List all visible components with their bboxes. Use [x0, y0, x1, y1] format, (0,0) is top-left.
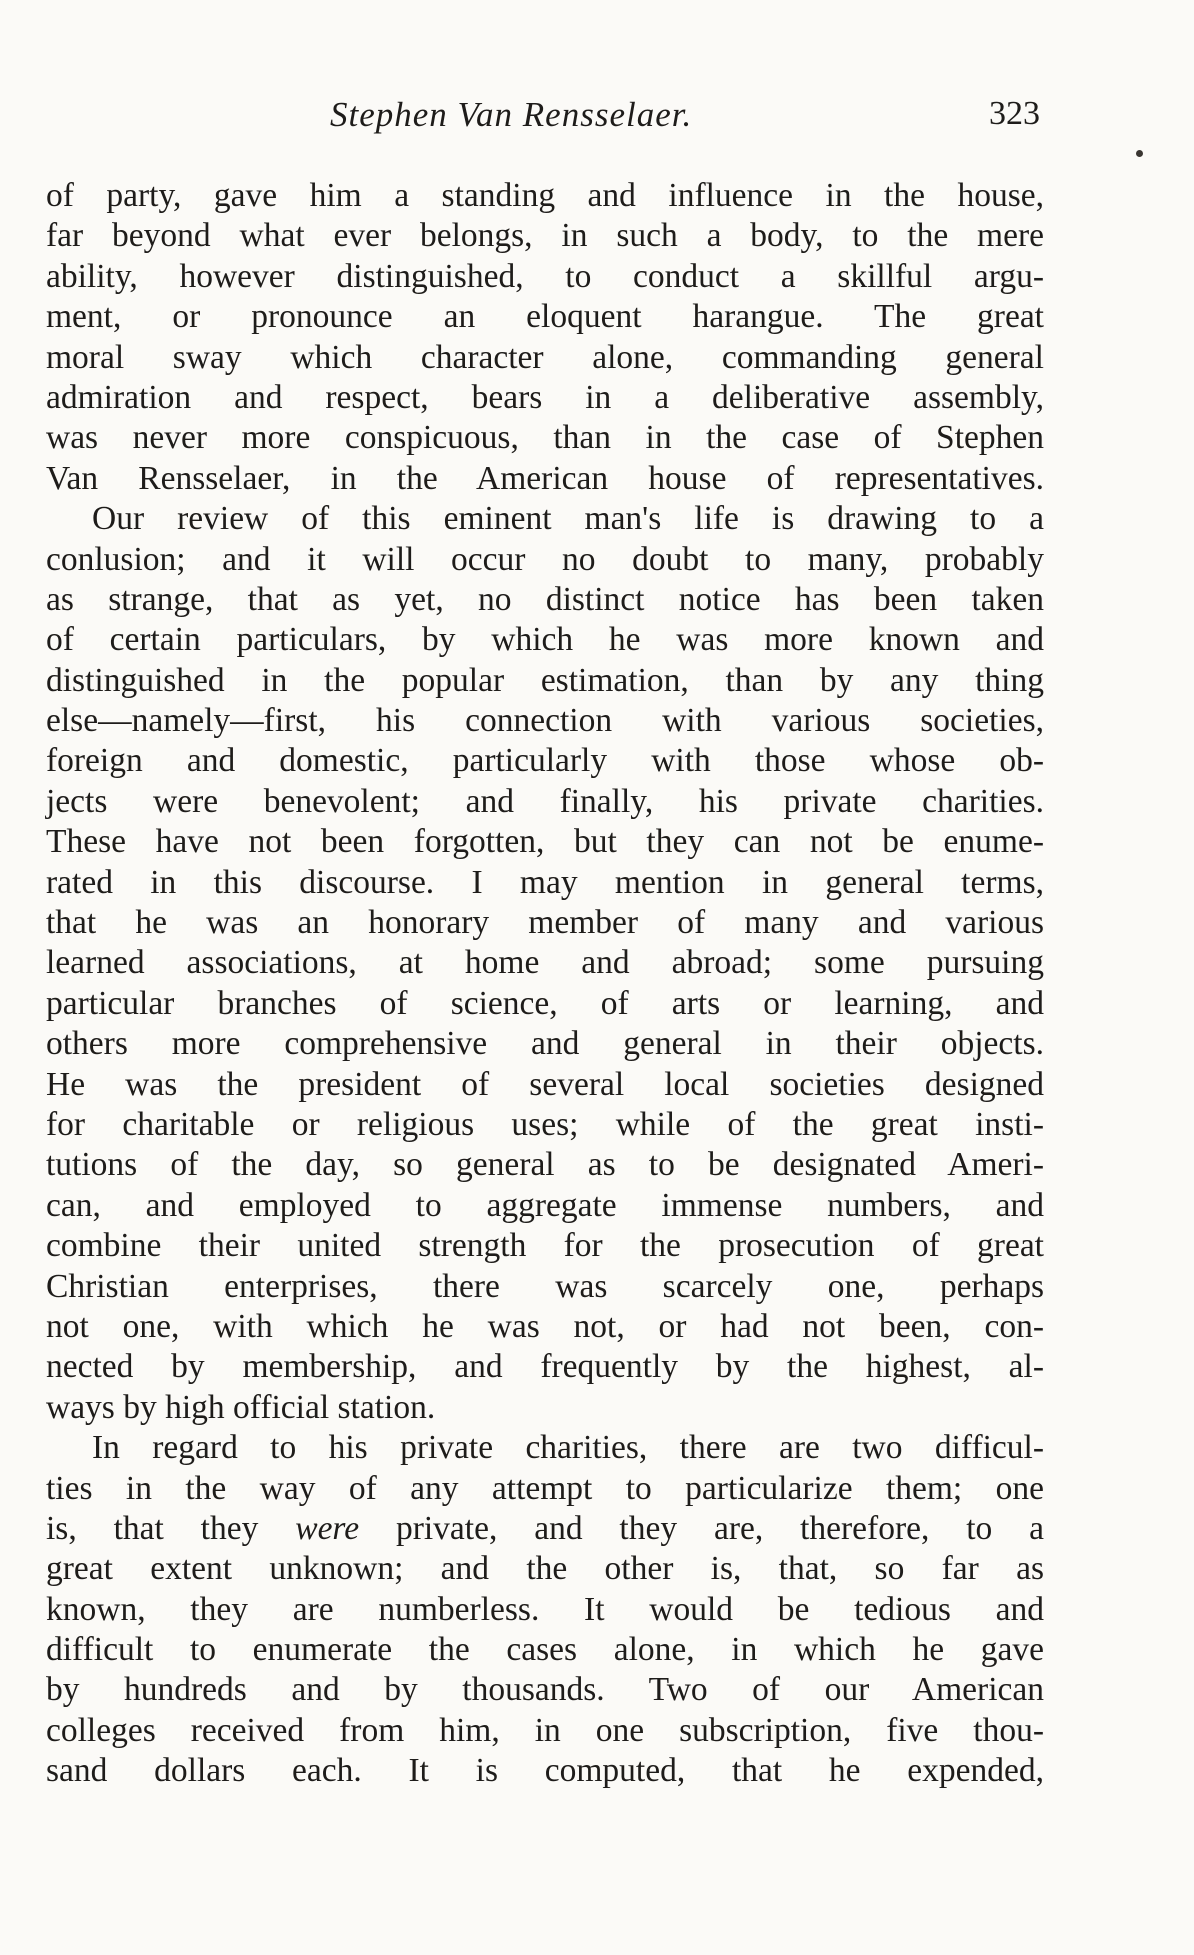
- text-line: can, and employed to aggregate immense numbers, and: [46, 1186, 1044, 1224]
- text-line: as strange, that as yet, no distinct notice has been taken: [46, 580, 1044, 618]
- text-line: far beyond what ever belongs, in such a body, to the mere: [46, 217, 1044, 255]
- text-line: conlusion; and it will occur no doubt to many, probably: [46, 540, 1044, 578]
- text-line: great extent unknown; and the other is, that, so far as: [46, 1550, 1044, 1588]
- ink-speck: [1136, 150, 1143, 157]
- text-line: colleges received from him, in one subscription, five thou-: [46, 1711, 1044, 1749]
- text-line: known, they are numberless. It would be tedious and: [46, 1590, 1044, 1628]
- text-line-with-italic: [46, 1509, 1044, 1549]
- text-line: rated in this discourse. I may mention in general terms,: [46, 863, 1044, 901]
- text-line: ment, or pronounce an eloquent harangue. The great: [46, 298, 1044, 336]
- text-line: tutions of the day, so general as to be designated Ameri-: [46, 1146, 1044, 1184]
- text-line: was never more conspicuous, than in the case of Stephen: [46, 419, 1044, 457]
- text-line: foreign and domestic, particularly with those whose ob-: [46, 742, 1044, 780]
- paragraph-end-line: ways by high official station.: [46, 1388, 436, 1426]
- running-title: Stephen Van Rensselaer.: [330, 95, 693, 134]
- text-line: others more comprehensive and general in their objects.: [46, 1025, 1044, 1063]
- text-line: learned associations, at home and abroad; some pursuing: [46, 944, 1044, 982]
- paragraph-start-line: Our review of this eminent man's life is drawing to a: [92, 500, 1044, 538]
- text-line: by hundreds and by thousands. Two of our American: [46, 1671, 1044, 1709]
- text-segment: private, and they are, therefore, to a: [395, 1509, 1044, 1547]
- text-line: distinguished in the popular estimation, than by any thing: [46, 661, 1044, 699]
- text-line: moral sway which character alone, commanding general: [46, 338, 1044, 376]
- text-line: He was the president of several local societies designed: [46, 1065, 1044, 1103]
- text-line: not one, with which he was not, or had not been, con-: [46, 1307, 1044, 1345]
- text-line: These have not been forgotten, but they can not be enume-: [46, 823, 1044, 861]
- page-number: 323: [989, 95, 1040, 132]
- text-line: of party, gave him a standing and influence in the house,: [46, 177, 1044, 214]
- text-line: ability, however distinguished, to conduct a skillful argu-: [46, 257, 1044, 295]
- text-line: admiration and respect, bears in a deliberative assembly,: [46, 378, 1044, 416]
- text-line: else—namely—first, his connection with various societies,: [46, 702, 1044, 740]
- text-line: particular branches of science, of arts or learning, and: [46, 984, 1044, 1022]
- text-line: difficult to enumerate the cases alone, in which he gave: [46, 1631, 1044, 1669]
- running-head: [48, 95, 1048, 147]
- text-line: Van Rensselaer, in the American house of representatives.: [46, 459, 1044, 497]
- text-line: combine their united strength for the prosecution of great: [46, 1227, 1044, 1265]
- text-line: sand dollars each. It is computed, that he expended,: [46, 1752, 1044, 1790]
- text-line: jects were benevolent; and finally, his private charities.: [46, 782, 1044, 820]
- text-line: of certain particulars, by which he was more known and: [46, 621, 1044, 659]
- body-text: [46, 176, 1044, 1792]
- text-line: ties in the way of any attempt to particularize them; one: [46, 1469, 1044, 1507]
- text-line: for charitable or religious uses; while of the great insti-: [46, 1105, 1044, 1143]
- italic-word: were: [295, 1509, 360, 1547]
- text-segment: is, that they: [46, 1509, 259, 1547]
- paragraph-start-line: In regard to his private charities, there are two difficul-: [92, 1429, 1044, 1467]
- text-line: that he was an honorary member of many and various: [46, 904, 1044, 942]
- text-line: nected by membership, and frequently by the highest, al-: [46, 1348, 1044, 1386]
- text-line: Christian enterprises, there was scarcely one, perhaps: [46, 1267, 1044, 1305]
